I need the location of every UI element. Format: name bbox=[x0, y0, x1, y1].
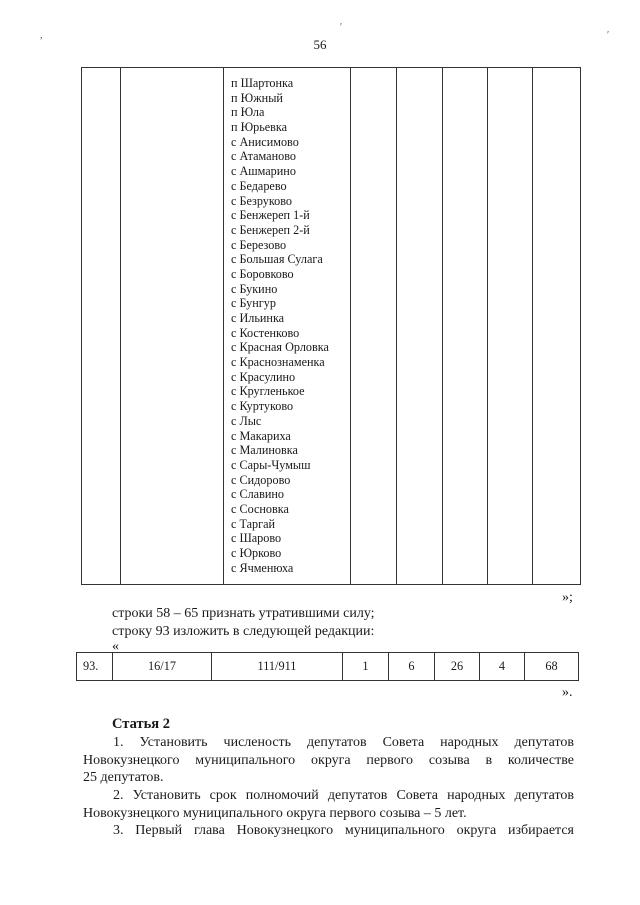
settlement-item: с Безруково bbox=[231, 193, 293, 208]
table-cell bbox=[351, 68, 397, 585]
settlement-item: с Юрково bbox=[231, 546, 282, 560]
instruction-amend: строку 93 изложить в следующей редакции: bbox=[112, 624, 375, 639]
row-cell: 16/17 bbox=[113, 653, 212, 681]
row-cell: 93. bbox=[77, 653, 113, 681]
row-cell: 6 bbox=[389, 653, 435, 681]
table-closing-quote: »; bbox=[562, 590, 573, 605]
article-paragraph-3 bbox=[83, 822, 574, 840]
settlement-item: с Макариха bbox=[231, 428, 291, 443]
settlement-item: с Шарово bbox=[231, 531, 282, 546]
settlement-item: п Шартонка bbox=[231, 76, 294, 90]
settlement-item: с Березово bbox=[231, 237, 287, 252]
settlement-item: с Боровково bbox=[231, 266, 294, 281]
page-number: 56 bbox=[313, 37, 327, 52]
article-paragraph-1 bbox=[83, 734, 574, 787]
table-cell bbox=[121, 68, 224, 585]
article-paragraph-2 bbox=[83, 787, 574, 822]
scan-speck: ′ bbox=[340, 22, 343, 33]
settlement-item: п Юрьевка bbox=[231, 120, 288, 135]
settlement-item: с Красная Орловка bbox=[231, 340, 329, 355]
settlement-item: с Сидорово bbox=[231, 472, 291, 487]
settlement-item: с Куртуково bbox=[231, 399, 294, 414]
settlement-item: с Большая Сулага bbox=[231, 252, 323, 267]
row-cell: 4 bbox=[480, 653, 525, 681]
settlement-item: с Бунгур bbox=[231, 296, 276, 311]
paragraph-line: Новокузнецкого муниципального округа первого созыва в количестве bbox=[83, 752, 574, 768]
settlement-item: с Бедарево bbox=[231, 178, 287, 193]
settlement-item: с Бенжереп 2-й bbox=[231, 222, 310, 237]
settlement-item: с Костенково bbox=[231, 325, 300, 340]
table-cell bbox=[397, 68, 443, 585]
scan-speck: , bbox=[40, 30, 43, 41]
scan-speck: ′ bbox=[607, 30, 610, 41]
open-quote: « bbox=[112, 639, 119, 654]
instruction-repeal: строки 58 – 65 признать утратившими силу; bbox=[112, 606, 375, 621]
table-cell bbox=[488, 68, 533, 585]
settlement-item: с Ячменюха bbox=[231, 560, 294, 575]
paragraph-line: 25 депутатов. bbox=[83, 770, 164, 785]
settlement-item: с Славино bbox=[231, 487, 284, 502]
settlement-item: п Южный bbox=[231, 90, 283, 105]
row-93-table bbox=[76, 652, 579, 681]
paragraph-line: Новокузнецкого муниципального округа первого созыва – 5 лет. bbox=[83, 805, 467, 821]
settlement-item: с Малиновка bbox=[231, 443, 298, 458]
table-cell bbox=[533, 68, 581, 585]
settlements-cell bbox=[224, 68, 351, 585]
row-cell: 111/911 bbox=[212, 653, 343, 681]
settlement-item: с Анисимово bbox=[231, 134, 299, 149]
settlement-item: с Лыс bbox=[231, 413, 262, 428]
row-cell: 68 bbox=[525, 653, 579, 681]
settlement-item: п Юла bbox=[231, 105, 265, 120]
article-title: Статья 2 bbox=[112, 716, 170, 732]
row-closing-quote: ». bbox=[562, 685, 573, 700]
settlement-item: с Ильинка bbox=[231, 311, 285, 325]
settlement-item: с Атаманово bbox=[231, 149, 296, 164]
paragraph-line: 3. Первый глава Новокузнецкого муниципального округа избирается bbox=[113, 823, 574, 838]
settlement-item: с Сары-Чумыш bbox=[231, 457, 311, 472]
settlement-item: с Красулино bbox=[231, 369, 296, 384]
settlement-item: с Ашмарино bbox=[231, 164, 296, 179]
paragraph-line: 1. Установить численость депутатов Совета народных депутатов bbox=[113, 735, 574, 750]
row-cell: 26 bbox=[435, 653, 480, 681]
settlement-item: с Таргай bbox=[231, 516, 276, 531]
settlements-table bbox=[81, 67, 581, 585]
settlement-item: с Кругленькое bbox=[231, 384, 305, 399]
settlement-item: с Бенжереп 1-й bbox=[231, 208, 310, 223]
row-cell: 1 bbox=[343, 653, 389, 681]
paragraph-line: 2. Установить срок полномочий депутатов Совета народных депутатов bbox=[113, 788, 574, 803]
settlement-item: с Сосновка bbox=[231, 501, 289, 516]
table-cell bbox=[443, 68, 488, 585]
table-cell bbox=[82, 68, 121, 585]
settlements-list bbox=[224, 68, 350, 575]
settlement-item: с Краснознаменка bbox=[231, 355, 325, 370]
settlement-item: с Букино bbox=[231, 281, 278, 296]
